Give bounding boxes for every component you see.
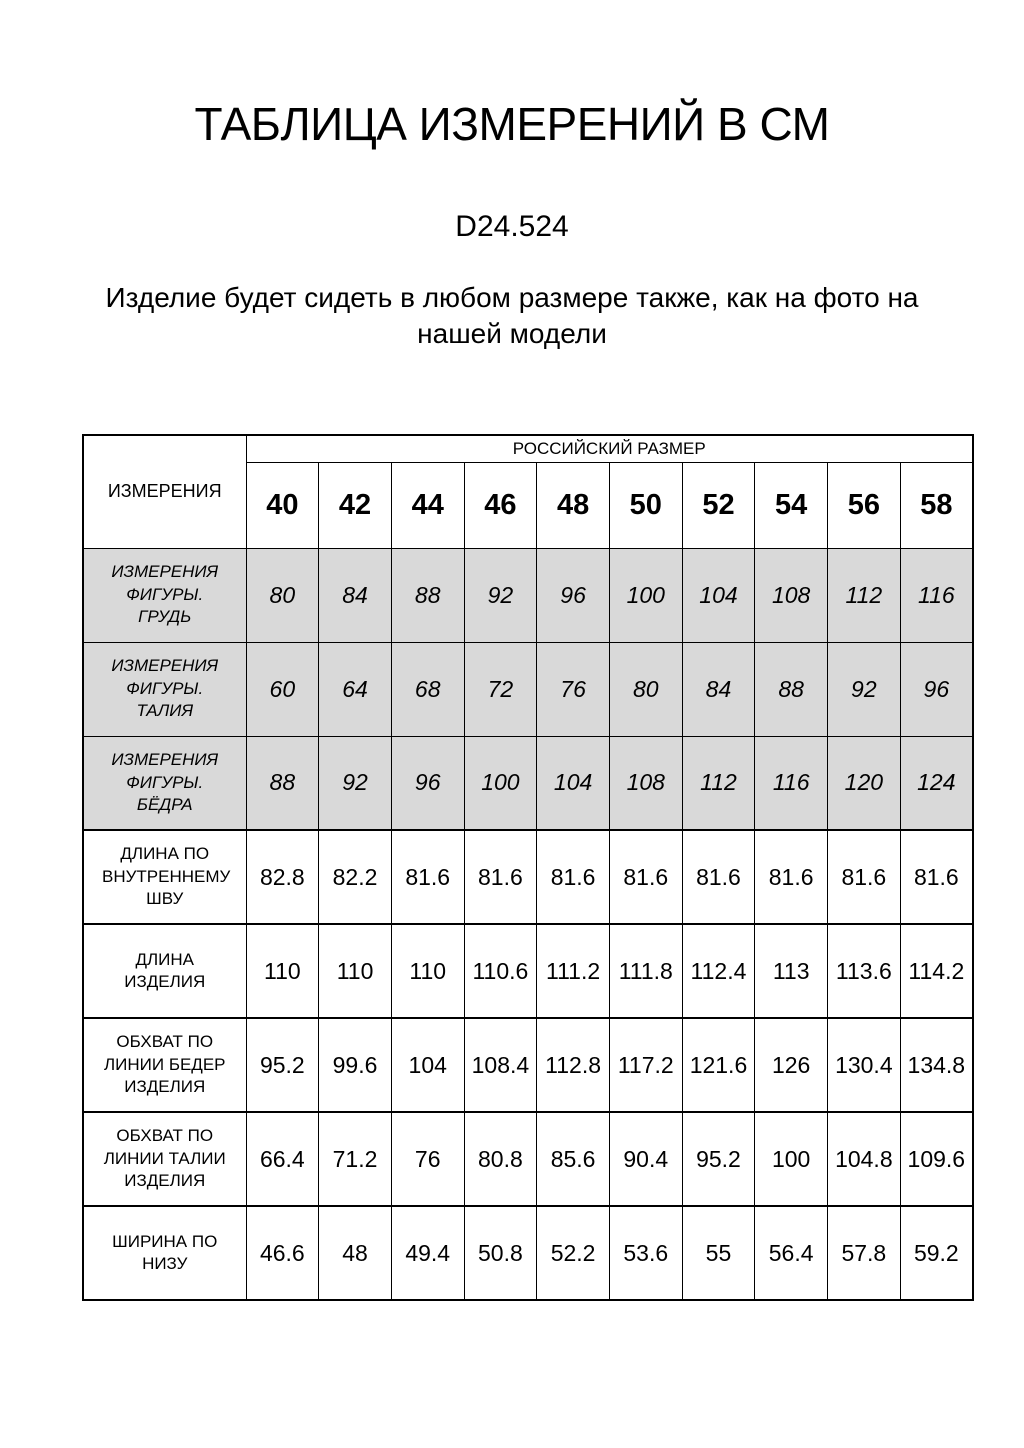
measurement-value: 81.6: [391, 830, 464, 924]
measurement-value: 116: [900, 548, 973, 642]
measurement-value: 104: [537, 736, 610, 830]
measurement-value: 113: [755, 924, 828, 1018]
size-column-header: 58: [900, 462, 973, 548]
measurement-value: 111.8: [609, 924, 682, 1018]
product-code: D24.524: [455, 210, 569, 244]
measurement-value: 110: [246, 924, 319, 1018]
measurement-value: 81.6: [682, 830, 755, 924]
size-column-header: 52: [682, 462, 755, 548]
measurement-value: 100: [464, 736, 537, 830]
measurement-value: 110.6: [464, 924, 537, 1018]
measurement-value: 114.2: [900, 924, 973, 1018]
measurement-value: 52.2: [537, 1206, 610, 1300]
measurement-value: 49.4: [391, 1206, 464, 1300]
measurement-value: 117.2: [609, 1018, 682, 1112]
measurement-value: 81.6: [464, 830, 537, 924]
measurement-value: 88: [246, 736, 319, 830]
measurement-value: 50.8: [464, 1206, 537, 1300]
measurement-value: 46.6: [246, 1206, 319, 1300]
table-body: [83, 548, 973, 1300]
table-row: [83, 924, 973, 1018]
table-row: [83, 642, 973, 736]
measurement-value: 112.8: [537, 1018, 610, 1112]
size-column-header: 42: [319, 462, 392, 548]
measurement-value: 96: [391, 736, 464, 830]
measurement-value: 100: [755, 1112, 828, 1206]
measurement-value: 110: [391, 924, 464, 1018]
measurement-value: 92: [828, 642, 901, 736]
measurement-value: 80: [609, 642, 682, 736]
measurement-value: 88: [391, 548, 464, 642]
measurement-value: 104.8: [828, 1112, 901, 1206]
size-column-header: 44: [391, 462, 464, 548]
size-column-header: 54: [755, 462, 828, 548]
table-row: [83, 1112, 973, 1206]
measurement-value: 134.8: [900, 1018, 973, 1112]
measurement-value: 76: [537, 642, 610, 736]
table-row: [83, 830, 973, 924]
size-column-header: 56: [828, 462, 901, 548]
measurement-value: 82.8: [246, 830, 319, 924]
measurement-value: 109.6: [900, 1112, 973, 1206]
measurement-value: 111.2: [537, 924, 610, 1018]
measurement-value: 80.8: [464, 1112, 537, 1206]
size-column-header: 50: [609, 462, 682, 548]
measurement-value: 96: [537, 548, 610, 642]
measurement-value: 81.6: [609, 830, 682, 924]
measurement-value: 56.4: [755, 1206, 828, 1300]
measurement-value: 60: [246, 642, 319, 736]
row-label: ОБХВАТ ПО ЛИНИИ БЕДЕР ИЗДЕЛИЯ: [83, 1018, 246, 1112]
measurement-value: 108: [609, 736, 682, 830]
table-row: [83, 736, 973, 830]
size-group-row: [83, 435, 973, 462]
measurement-value: 124: [900, 736, 973, 830]
page-title: ТАБЛИЦА ИЗМЕРЕНИЙ В СМ: [194, 98, 830, 150]
measurement-value: 68: [391, 642, 464, 736]
measurement-value: 57.8: [828, 1206, 901, 1300]
measurement-value: 110: [319, 924, 392, 1018]
measurement-value: 120: [828, 736, 901, 830]
measurement-value: 66.4: [246, 1112, 319, 1206]
measurement-value: 90.4: [609, 1112, 682, 1206]
measurement-value: 112.4: [682, 924, 755, 1018]
measurement-value: 81.6: [828, 830, 901, 924]
measurement-value: 72: [464, 642, 537, 736]
fit-note: Изделие будет сидеть в любом размере также, как на фото на нашей модели: [105, 282, 919, 350]
measurement-value: 82.2: [319, 830, 392, 924]
row-label: ШИРИНА ПО НИЗУ: [83, 1206, 246, 1300]
measurement-value: 95.2: [682, 1112, 755, 1206]
measurements-column-header: ИЗМЕРЕНИЯ: [83, 435, 246, 548]
measurement-value: 81.6: [900, 830, 973, 924]
row-label: ИЗМЕРЕНИЯ ФИГУРЫ. БЁДРА: [83, 736, 246, 830]
measurement-value: 99.6: [319, 1018, 392, 1112]
measurement-value: 126: [755, 1018, 828, 1112]
measurement-value: 64: [319, 642, 392, 736]
row-label: ИЗМЕРЕНИЯ ФИГУРЫ. ТАЛИЯ: [83, 642, 246, 736]
row-label: ДЛИНА ПО ВНУТРЕННЕМУ ШВУ: [83, 830, 246, 924]
row-label: ДЛИНА ИЗДЕЛИЯ: [83, 924, 246, 1018]
measurement-value: 104: [391, 1018, 464, 1112]
measurement-value: 95.2: [246, 1018, 319, 1112]
measurement-value: 100: [609, 548, 682, 642]
measurement-value: 130.4: [828, 1018, 901, 1112]
measurement-value: 112: [682, 736, 755, 830]
size-column-header: 46: [464, 462, 537, 548]
measurement-value: 80: [246, 548, 319, 642]
measurement-value: 81.6: [537, 830, 610, 924]
measurement-value: 116: [755, 736, 828, 830]
row-label: ОБХВАТ ПО ЛИНИИ ТАЛИИ ИЗДЕЛИЯ: [83, 1112, 246, 1206]
table-row: [83, 548, 973, 642]
measurement-value: 81.6: [755, 830, 828, 924]
size-column-header: 48: [537, 462, 610, 548]
measurement-value: 112: [828, 548, 901, 642]
table-row: [83, 1206, 973, 1300]
measurement-value: 84: [319, 548, 392, 642]
measurement-value: 92: [319, 736, 392, 830]
measurement-value: 121.6: [682, 1018, 755, 1112]
measurement-value: 108.4: [464, 1018, 537, 1112]
measurement-value: 92: [464, 548, 537, 642]
measurement-value: 104: [682, 548, 755, 642]
measurement-value: 85.6: [537, 1112, 610, 1206]
measurement-value: 113.6: [828, 924, 901, 1018]
measurement-value: 59.2: [900, 1206, 973, 1300]
russian-size-group-header: РОССИЙСКИЙ РАЗМЕР: [246, 435, 973, 462]
measurement-value: 71.2: [319, 1112, 392, 1206]
measurement-value: 108: [755, 548, 828, 642]
measurement-value: 84: [682, 642, 755, 736]
row-label: ИЗМЕРЕНИЯ ФИГУРЫ. ГРУДЬ: [83, 548, 246, 642]
measurement-value: 76: [391, 1112, 464, 1206]
measurement-value: 48: [319, 1206, 392, 1300]
measurement-value: 53.6: [609, 1206, 682, 1300]
table-header: [83, 435, 973, 548]
measurement-value: 96: [900, 642, 973, 736]
measurements-table: [82, 434, 974, 1301]
table-row: [83, 1018, 973, 1112]
measurement-value: 55: [682, 1206, 755, 1300]
measurement-value: 88: [755, 642, 828, 736]
size-column-header: 40: [246, 462, 319, 548]
